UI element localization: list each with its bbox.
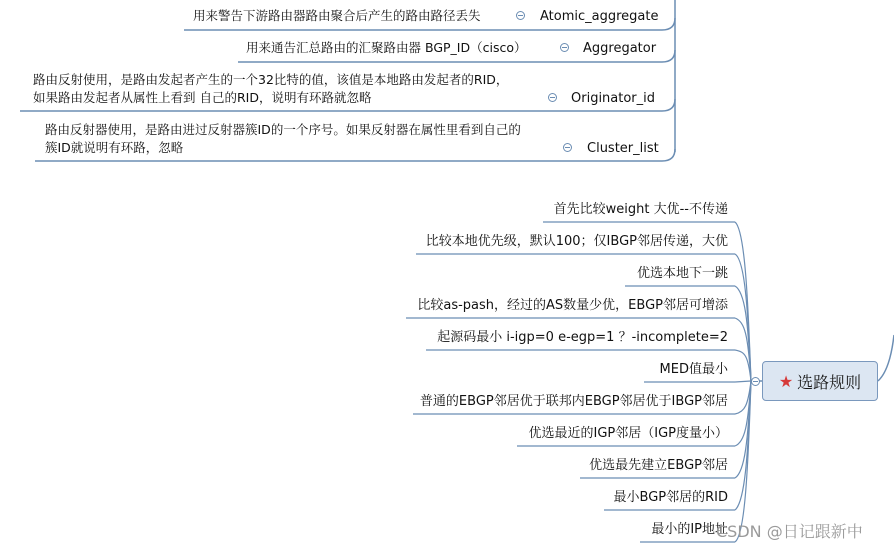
rule-item[interactable]: 优选最先建立EBGP邻居 xyxy=(589,458,728,473)
rule-item[interactable]: 最小BGP邻居的RID xyxy=(613,490,728,505)
rule-item[interactable]: MED值最小 xyxy=(659,362,728,377)
rule-item[interactable]: 比较本地优先级，默认100；仅IBGP邻居传递，大优 xyxy=(425,234,728,249)
collapse-icon[interactable] xyxy=(751,377,760,386)
atomic-aggregate-desc: 用来警告下游路由器路由聚合后产生的路由路径丢失 xyxy=(193,8,481,23)
collapse-icon[interactable] xyxy=(563,143,572,152)
rule-item[interactable]: 首先比较weight 大优--不传递 xyxy=(553,202,728,217)
root-node-route-selection[interactable] xyxy=(762,361,878,401)
collapse-icon[interactable] xyxy=(516,11,525,20)
rule-item[interactable]: 普通的EBGP邻居优于联邦内EBGP邻居优于IBGP邻居 xyxy=(419,394,728,409)
rule-item[interactable]: 比较as-pash，经过的AS数量少优，EBGP邻居可增添 xyxy=(417,298,728,313)
aggregator-desc: 用来通告汇总路由的汇聚路由器 BGP_ID（cisco） xyxy=(246,40,527,55)
attribute-cluster-list[interactable]: Cluster_list xyxy=(587,141,659,156)
watermark: CSDN @日记跟新中 xyxy=(716,522,863,541)
originator-id-desc: 路由反射使用，是路由发起者产生的一个32比特的值，该值是本地路由发起者的RID， 如果路由发起者从属性上看到 自己的RID，说明有环路就忽略 xyxy=(33,72,509,105)
attribute-originator-id[interactable]: Originator_id xyxy=(571,91,656,106)
rule-item[interactable]: 起源码最小 i-igp=0 e-egp=1 ？-incomplete=2 xyxy=(437,330,728,345)
attribute-aggregator[interactable]: Aggregator xyxy=(583,41,657,56)
rule-item[interactable]: 最小的IP地址 xyxy=(651,522,728,537)
collapse-icon[interactable] xyxy=(560,43,569,52)
root-node-label: 选路规则 xyxy=(797,372,862,392)
star-icon: ★ xyxy=(778,371,794,391)
collapse-icon[interactable] xyxy=(548,93,557,102)
rule-item[interactable]: 优选本地下一跳 xyxy=(636,266,728,281)
rule-item[interactable]: 优选最近的IGP邻居（IGP度量小） xyxy=(528,426,728,441)
attribute-atomic-aggregate[interactable]: Atomic_aggregate xyxy=(540,9,659,24)
cluster-list-desc: 路由反射器使用，是路由进过反射器簇ID的一个序号。如果反射器在属性里看到自己的 簇ID就说明有环路，忽略 xyxy=(45,122,521,155)
